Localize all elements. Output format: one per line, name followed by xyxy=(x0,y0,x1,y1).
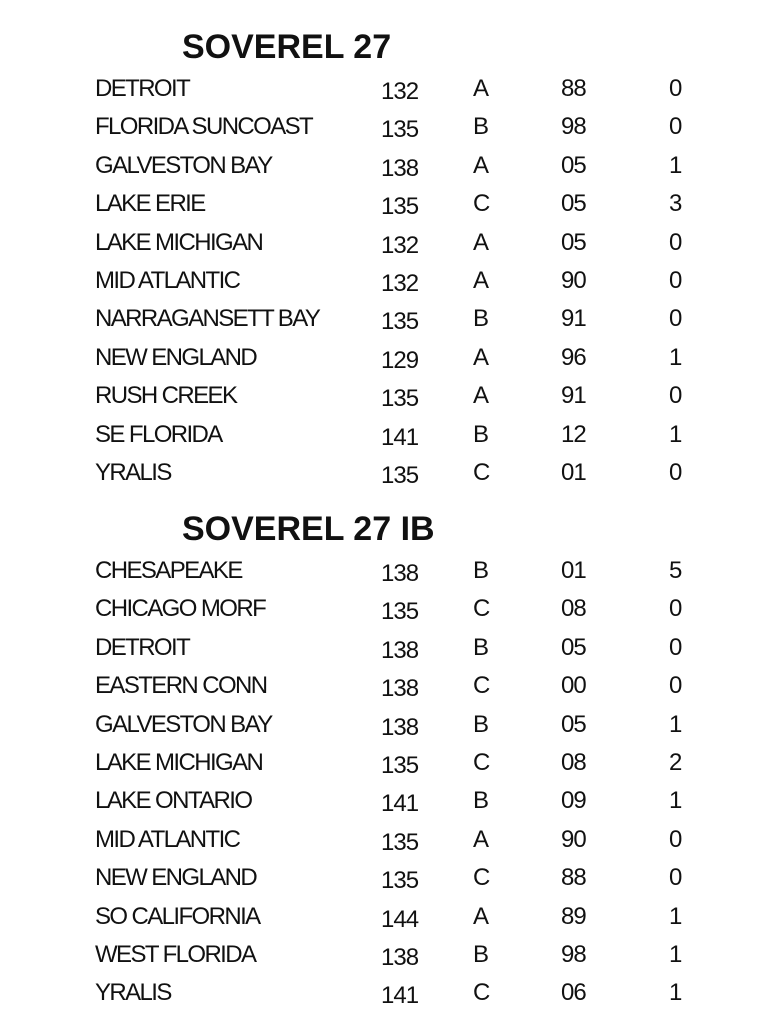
year-code-cell: 01 xyxy=(561,458,586,486)
year-code-cell: 96 xyxy=(561,343,586,371)
table-row xyxy=(0,898,768,936)
sail-number-cell: 132 xyxy=(381,78,419,105)
fleet-name-cell: NARRAGANSETT BAY xyxy=(95,305,320,333)
table-row xyxy=(0,224,768,262)
table-row xyxy=(0,974,768,1012)
table-row xyxy=(0,70,768,108)
sail-number-cell: 132 xyxy=(381,269,419,297)
table-row xyxy=(0,744,768,782)
class-letter-cell: C xyxy=(473,748,491,776)
fleet-name-cell: YRALIS xyxy=(95,458,171,486)
table-row xyxy=(0,590,768,628)
sail-number-cell: 135 xyxy=(381,385,419,413)
count-cell: 1 xyxy=(669,787,683,815)
count-cell: 0 xyxy=(669,825,683,853)
class-letter-cell: A xyxy=(473,151,490,179)
count-cell: 0 xyxy=(669,672,683,700)
year-code-cell: 05 xyxy=(561,633,586,661)
fleet-name-cell: GALVESTON BAY xyxy=(95,710,272,738)
fleet-name-cell: GALVESTON BAY xyxy=(95,151,272,179)
table-row xyxy=(0,782,768,820)
sail-number-cell: 135 xyxy=(381,867,419,895)
fleet-name-cell: EASTERN CONN xyxy=(95,672,267,700)
count-cell: 1 xyxy=(669,979,683,1007)
table-row xyxy=(0,300,768,338)
count-cell: 5 xyxy=(669,557,683,584)
sail-number-cell: 135 xyxy=(381,828,419,856)
year-code-cell: 88 xyxy=(561,864,586,892)
fleet-name-cell: RUSH CREEK xyxy=(95,382,237,410)
count-cell: 1 xyxy=(669,940,683,968)
section-title-soverel-27-ib: SOVEREL 27 IB xyxy=(182,510,435,548)
count-cell: 0 xyxy=(669,305,683,333)
sail-number-cell: 135 xyxy=(381,308,419,336)
count-cell: 3 xyxy=(669,190,683,218)
year-code-cell: 90 xyxy=(561,266,586,294)
count-cell: 0 xyxy=(669,75,683,102)
class-letter-cell: B xyxy=(473,305,490,333)
year-code-cell: 05 xyxy=(561,190,586,218)
fleet-table-soverel-27-ib xyxy=(0,552,768,1013)
count-cell: 0 xyxy=(669,595,683,623)
table-row xyxy=(0,262,768,300)
year-code-cell: 06 xyxy=(561,979,586,1007)
sail-number-cell: 138 xyxy=(381,154,419,182)
sail-number-cell: 144 xyxy=(381,905,419,933)
sail-number-cell: 141 xyxy=(381,982,419,1010)
count-cell: 0 xyxy=(669,113,683,141)
table-row xyxy=(0,706,768,744)
year-code-cell: 09 xyxy=(561,787,586,815)
sail-number-cell: 138 xyxy=(381,943,419,971)
class-letter-cell: A xyxy=(473,825,490,853)
table-row xyxy=(0,185,768,223)
fleet-name-cell: NEW ENGLAND xyxy=(95,343,257,371)
fleet-name-cell: MID ATLANTIC xyxy=(95,825,240,853)
class-letter-cell: C xyxy=(473,979,491,1007)
sail-number-cell: 135 xyxy=(381,461,419,489)
fleet-table-soverel-27 xyxy=(0,70,768,492)
year-code-cell: 08 xyxy=(561,748,586,776)
year-code-cell: 00 xyxy=(561,672,586,700)
year-code-cell: 90 xyxy=(561,825,586,853)
class-letter-cell: A xyxy=(473,266,490,294)
fleet-name-cell: CHESAPEAKE xyxy=(95,557,242,584)
table-row xyxy=(0,147,768,185)
year-code-cell: 91 xyxy=(561,305,586,333)
fleet-name-cell: CHICAGO MORF xyxy=(95,595,266,623)
fleet-name-cell: DETROIT xyxy=(95,633,190,661)
year-code-cell: 08 xyxy=(561,595,586,623)
class-letter-cell: B xyxy=(473,113,490,141)
sail-number-cell: 141 xyxy=(381,790,419,818)
count-cell: 1 xyxy=(669,420,683,448)
fleet-name-cell: NEW ENGLAND xyxy=(95,864,257,892)
fleet-name-cell: MID ATLANTIC xyxy=(95,266,240,294)
table-row xyxy=(0,416,768,454)
fleet-name-cell: YRALIS xyxy=(95,979,171,1007)
count-cell: 0 xyxy=(669,458,683,486)
class-letter-cell: C xyxy=(473,190,491,218)
count-cell: 0 xyxy=(669,266,683,294)
table-row xyxy=(0,667,768,705)
sail-number-cell: 129 xyxy=(381,346,419,374)
year-code-cell: 05 xyxy=(561,710,586,738)
sail-number-cell: 132 xyxy=(381,231,419,259)
table-row xyxy=(0,859,768,897)
table-row xyxy=(0,552,768,590)
class-letter-cell: C xyxy=(473,672,491,700)
year-code-cell: 01 xyxy=(561,557,586,584)
year-code-cell: 91 xyxy=(561,382,586,410)
sail-number-cell: 135 xyxy=(381,598,419,626)
fleet-name-cell: LAKE ONTARIO xyxy=(95,787,252,815)
class-letter-cell: A xyxy=(473,902,490,930)
table-row xyxy=(0,629,768,667)
section-title-soverel-27: SOVEREL 27 xyxy=(182,28,392,66)
sail-number-cell: 135 xyxy=(381,193,419,221)
fleet-name-cell: LAKE MICHIGAN xyxy=(95,748,263,776)
table-row xyxy=(0,936,768,974)
sail-number-cell: 138 xyxy=(381,560,419,587)
count-cell: 1 xyxy=(669,710,683,738)
class-letter-cell: B xyxy=(473,710,490,738)
table-row xyxy=(0,377,768,415)
class-letter-cell: B xyxy=(473,420,490,448)
fleet-name-cell: SO CALIFORNIA xyxy=(95,902,260,930)
count-cell: 1 xyxy=(669,343,683,371)
sail-number-cell: 138 xyxy=(381,636,419,664)
count-cell: 0 xyxy=(669,864,683,892)
sail-number-cell: 138 xyxy=(381,713,419,741)
class-letter-cell: A xyxy=(473,382,490,410)
class-letter-cell: A xyxy=(473,228,490,256)
table-row xyxy=(0,108,768,146)
sail-number-cell: 138 xyxy=(381,675,419,703)
fleet-name-cell: FLORIDA SUNCOAST xyxy=(95,113,313,141)
year-code-cell: 98 xyxy=(561,940,586,968)
fleet-name-cell: LAKE MICHIGAN xyxy=(95,228,263,256)
table-row xyxy=(0,821,768,859)
class-letter-cell: B xyxy=(473,787,490,815)
year-code-cell: 05 xyxy=(561,228,586,256)
year-code-cell: 88 xyxy=(561,75,586,102)
class-letter-cell: A xyxy=(473,343,490,371)
count-cell: 0 xyxy=(669,228,683,256)
class-letter-cell: C xyxy=(473,458,491,486)
sail-number-cell: 135 xyxy=(381,751,419,779)
class-letter-cell: C xyxy=(473,595,491,623)
count-cell: 0 xyxy=(669,382,683,410)
count-cell: 1 xyxy=(669,151,683,179)
class-letter-cell: B xyxy=(473,557,490,584)
year-code-cell: 98 xyxy=(561,113,586,141)
class-letter-cell: B xyxy=(473,940,490,968)
count-cell: 1 xyxy=(669,902,683,930)
sail-number-cell: 135 xyxy=(381,116,419,144)
class-letter-cell: A xyxy=(473,75,490,102)
fleet-name-cell: SE FLORIDA xyxy=(95,420,222,448)
sail-number-cell: 141 xyxy=(381,423,419,451)
year-code-cell: 12 xyxy=(561,420,586,448)
class-letter-cell: C xyxy=(473,864,491,892)
class-letter-cell: B xyxy=(473,633,490,661)
year-code-cell: 89 xyxy=(561,902,586,930)
count-cell: 2 xyxy=(669,748,683,776)
table-row xyxy=(0,339,768,377)
year-code-cell: 05 xyxy=(561,151,586,179)
fleet-name-cell: LAKE ERIE xyxy=(95,190,205,218)
count-cell: 0 xyxy=(669,633,683,661)
table-row xyxy=(0,454,768,492)
fleet-name-cell: DETROIT xyxy=(95,75,190,102)
fleet-name-cell: WEST FLORIDA xyxy=(95,940,256,968)
